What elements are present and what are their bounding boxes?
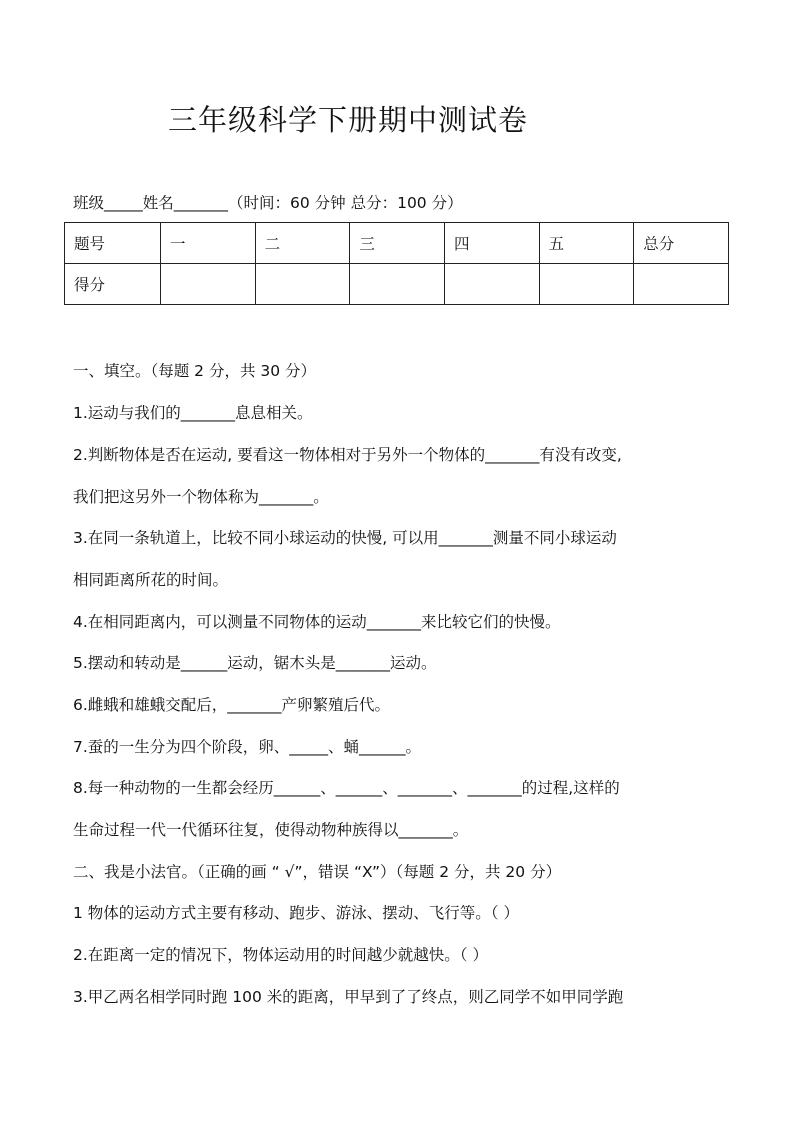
- score-entry-cell[interactable]: [255, 264, 350, 305]
- section-heading-true-false: 二、我是小法官。（正确的画 “ √”，错误 “X”）（每题 2 分，共 20 分）: [73, 863, 562, 881]
- question-line: 1 物体的运动方式主要有移动、跑步、游泳、摆动、飞行等。（ ）: [73, 904, 519, 922]
- question-line: 相同距离所花的时间。: [73, 571, 229, 589]
- question-line: 2.在距离一定的情况下，物体运动用的时间越少就越快。（ ）: [73, 946, 488, 964]
- table-cell: 总分: [634, 223, 729, 264]
- score-entry-cell[interactable]: [539, 264, 634, 305]
- score-table-header-row: [65, 223, 729, 264]
- score-entry-cell[interactable]: [161, 264, 256, 305]
- table-cell: 题号: [65, 223, 161, 264]
- question-line: 3.甲乙两名相学同时跑 100 米的距离，甲早到了了终点，则乙同学不如甲同学跑: [73, 988, 624, 1006]
- score-entry-cell[interactable]: [444, 264, 539, 305]
- question-line: 4.在相同距离内，可以测量不同物体的运动_______来比较它们的快慢。: [73, 613, 561, 631]
- table-cell: 一: [161, 223, 256, 264]
- question-line: 5.摆动和转动是______运动，锯木头是_______运动。: [73, 654, 437, 672]
- question-line: 6.雌蛾和雄蛾交配后，_______产卵繁殖后代。: [73, 696, 391, 714]
- exam-title: 三年级科学下册期中测试卷: [168, 103, 529, 137]
- section-heading-fill-blank: 一、填空。（每题 2 分，共 30 分）: [73, 362, 317, 380]
- score-entry-cell[interactable]: [634, 264, 729, 305]
- question-line: 2.判断物体是否在运动, 要看这一物体相对于另外一个物体的_______有没有改变,: [73, 446, 622, 464]
- table-cell: 得分: [65, 264, 161, 305]
- student-info-line: 班级_____姓名_______（时间：60 分钟 总分：100 分）: [73, 194, 463, 212]
- question-line: 1.运动与我们的_______息息相关。: [73, 404, 313, 422]
- question-line: 7.蚕的一生分为四个阶段，卵、_____、蛹______。: [73, 738, 422, 756]
- score-table-score-row: [65, 264, 729, 305]
- question-line: 8.每一种动物的一生都会经历______、______、_______、_______的过程,这样的: [73, 779, 620, 797]
- question-line: 我们把这另外一个物体称为_______。: [73, 488, 329, 506]
- score-entry-cell[interactable]: [350, 264, 445, 305]
- score-table: [64, 222, 729, 305]
- table-cell: 三: [350, 223, 445, 264]
- question-line: 生命过程一代一代循环往复，使得动物种族得以_______。: [73, 821, 469, 839]
- question-line: 3.在同一条轨道上，比较不同小球运动的快慢, 可以用_______测量不同小球运动: [73, 529, 617, 547]
- table-cell: 五: [539, 223, 634, 264]
- table-cell: 四: [444, 223, 539, 264]
- table-cell: 二: [255, 223, 350, 264]
